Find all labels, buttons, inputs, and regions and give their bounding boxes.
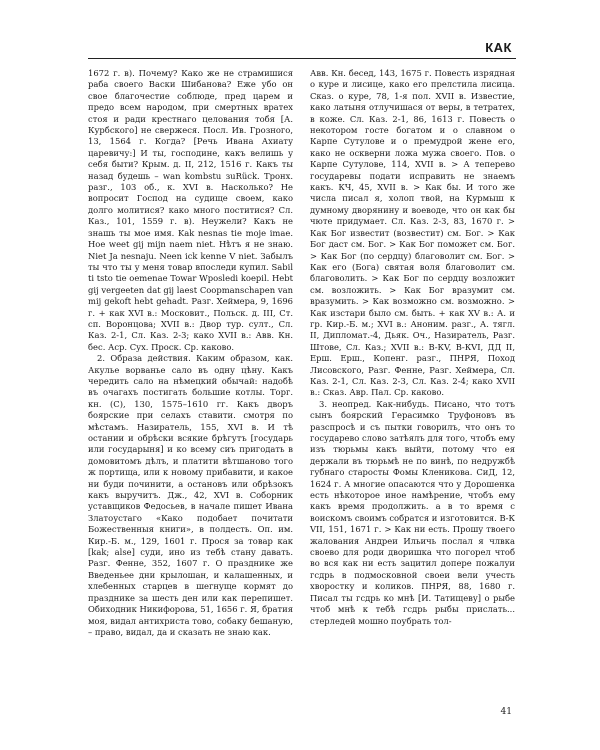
- right-paragraph-2: 3. неопред. Как-нибудь. Писано, что тотъ сынъ боярский Герасимко Труфоновъ въ разспросѣ и съ пытки говорилъ, что онъ то государево слово затѣялъ для того, чтобъ ему изъ тюрьмы какъ выйти, потому что ея держали въ тюрьмѣ не по винѣ, по недружбѣ губнаго старосты Фомы Кленикова. СиД, 12, 1624 г. А многие опасаются что у Дорошенка есть нѣкоторое иное намѣрение, чтобъ ему какъ время продолжить. а в то время с воискомъ своимъ собратся и изготовится. В-К VII, 151, 1671 г. > Как ни есть. Прошу твоего жалования Андреи Ильичь послал я члвка своево для роди дворишка что погорел чтоб во вся как ни есть зацитил допере пожалуи гсдрь в подмосковной своеи вели учесть хворостку и коликов. ПНРЯ, 88, 1680 г. Писал ты гсдрь ко мнѣ [И. Татищеву] о рыбе чтоб мнѣ к тебѣ гсдрь рыбы прислать... стерледей мошно поубрать тол-: [310, 398, 515, 626]
- running-head: КАК: [485, 40, 512, 55]
- header-rule: [88, 58, 516, 59]
- left-column: [88, 68, 293, 638]
- left-paragraph-2: 2. Образа действия. Каким образом, как. Акулье ворванье сало въ одну цѣну. Какъ чередить сало на нѣмецкий обычай: надобѣ въ очагахъ постигать большие котлы. Торг. кн. (С), 130, 1575–1610 гг. Какъ дворъ боярские при селахъ ставити. смотря по мѣстамъ. Назиратель, 155, XVI в. И тѣ остании и обрѣски всякие брѣгутъ [государь или государыня] и ко всему сиъ пригодать в домовитомъ дѣлъ, и платити вѣтшаново того ж портища, или к новому прибавити, и какое ни буди починити, а остановъ или обрѣзокъ какъ выручитъ. Дж., 42, XVI в. Соборник уставщиков Федосьев, в начале пишет Ивана Златоустаго «Како подобает почитати Божественныя книги», в полдесть. Оп. им. Кир.-Б. м., 129, 1601 г. Прося за товар как [kak; alse] суди, ино из тебѣ стану давать. Разг. Фенне, 352, 1607 г. О празднике же Введеньее дни крылошан, и калашенных, и хлебенных старцев в шегнуще кормят до празднике за шесть ден или как перепишет. Обиходник Никифорова, 51, 1656 г. Я, братия моя, видал антихриста тово, собаку бешаную, – право, видал, да и сказать не знаю как.: [88, 353, 293, 637]
- right-column: [310, 68, 515, 627]
- right-paragraph-1: Авв. Кн. бесед, 143, 1675 г. Повесть изрядная о куре и лисице, како его прелстила лисица. Сказ. о куре, 78, 1-я пол. XVII в. Известие, како латыня отлучишася от веры, в тетратех, в коже. Сл. Каз. 2-1, 86, 1613 г. Повесть о некотором госте богатом и о славном о Карпе Сутулове и о премудрой жене его, како не оскверни ложа мужа своего. Пов. о Карпе Сутулове, 114, XVII в. > А теперево государевы подати исправить не знаемъ какъ. КЧ, 45, XVII в. > Как бы. И того же числа писал я, холоп твой, на Курмыш к думному дворянину и воеводе, что он как бы чюте придумает. Сл. Каз. 2-3, 83, 1670 г. > Как Бог известит (возвестит) см. Бог. > Как Бог даст см. Бог. > Как Бог поможет см. Бог. > Как Бог (по сердцу) благоволит см. Бог. > Как его (Бога) святая воля благоволит см. благоволить. > Как Бог по сердцу возложит см. возложить. > Как Бог вразумит см. вразумить. > Как возможно см. возможно. > Как изстари было см. быть. + как XV в.: А. и гр. Кир.-Б. м.; XVI в.: Аноним. разг., А. тягл. II, Дипломат.-4, Дьяк. Оч., Назиратель, Разг. Штове, Сл. Каз.; XVII в.: В-КV, В-КVI, ДД II, Ерш. Ерш., Копенг. разг., ПНРЯ, Поход Лисовского, Разг. Фенне, Разг. Хеймера, Сл. Каз. 2-1, Сл. Каз. 2-3, Сл. Каз. 2-4; како XVII в.: Сказ. Авр. Пал. Ср. каково.: [310, 68, 515, 398]
- page-number: 41: [500, 707, 512, 717]
- left-paragraph-1: 1672 г. в). Почему? Како же не страмишися раба своего Васки Шибанова? Еже убо он свое благочестие соблюде, пред царем и предо всем народом, при смертных вратех стоя и ради крестнаго целования тобя [А. Курбского] не свержеся. Посл. Ив. Грозного, 13, 1564 г. Когда? [Речь Ивана Ахиату царевичу:] И ты, господине, какъ велишь у себя быти? Крым. д. II, 212, 1516 г. Какъ ты назад будешь – wan kombstu зuRück. Тронх. разг., 103 об., к. XVI в. Насколько? Не вопросит Господ на судище своем, како долго молитися? како много поститися? Сл. Каз., 101, 1559 г. в). Неужели? Какъ не знашь ты мое имя. Kak nesnas tie moje imae. Hoe weet gij mijn naem niet. Нѣтъ я не знаю. Niet Ja nesnaju. Neen ick kenne V niet. Забылъ ты что ты у меня товар впоследи купил. Sabil ti tsto tie oemenae Towar Wposledi koepil. Hebt gij vergeeten dat gij laest Coopmanschapen van mij gekoft hebt gehadt. Разг. Хеймера, 9, 1696 г. + как XVI в.: Московит., Польск. д. III, Ст. сп. Воронцова; XVII в.: Двор тур. султ., Сл. Каз. 2-1, Сл. Каз. 2-3; како XVII в.: Авв. Кн. бес. Аср. Сух. Проск. Ср. каково.: [88, 68, 293, 352]
